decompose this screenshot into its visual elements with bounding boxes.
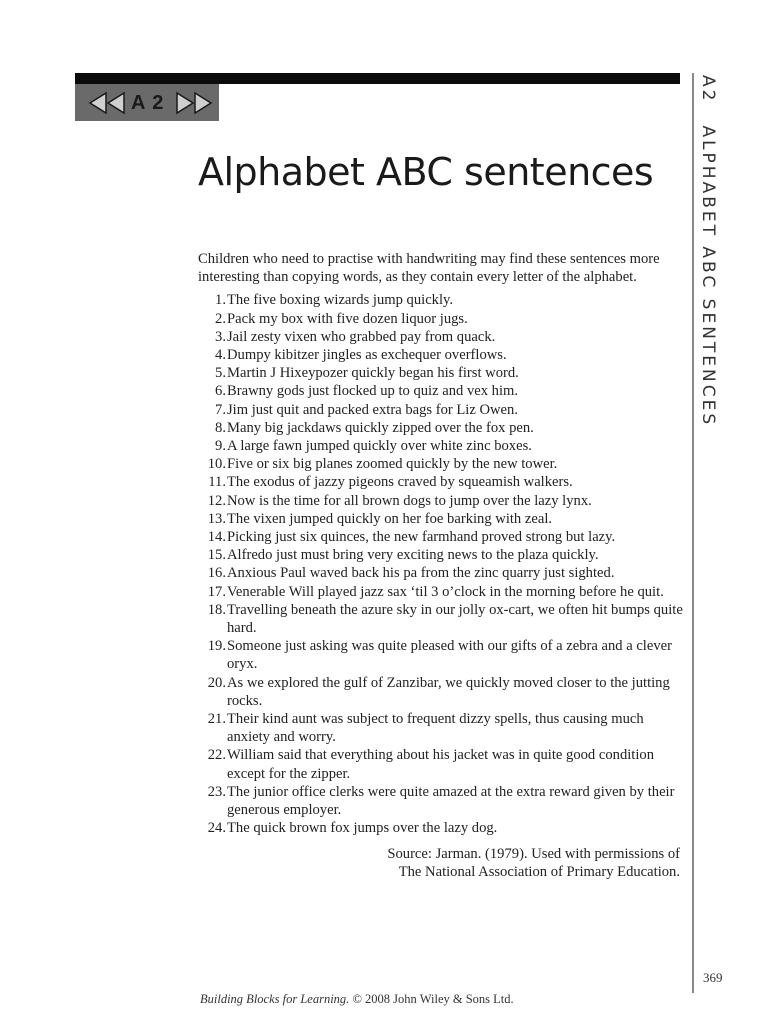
list-item-number: 19. — [207, 638, 226, 655]
list-item-number: 4. — [215, 347, 226, 364]
list-item-number: 11. — [208, 474, 226, 491]
list-item — [198, 601, 683, 637]
side-section-label — [698, 75, 718, 427]
list-item-number: 20. — [207, 674, 226, 691]
list-item — [198, 710, 683, 746]
list-item-text: Picking just six quinces, the new farmhand proved strong but lazy. — [227, 529, 616, 546]
list-item-number: 24. — [207, 820, 226, 837]
list-item-text: Martin J Hixeypozer quickly began his first word. — [227, 365, 519, 382]
list-item-number: 12. — [207, 492, 226, 509]
list-item-number: 15. — [207, 547, 226, 564]
list-item-number: 16. — [207, 565, 226, 582]
section-tab — [75, 84, 219, 121]
list-item-number: 8. — [215, 419, 226, 436]
list-item — [198, 528, 683, 546]
list-item-number: 1. — [215, 292, 226, 309]
list-item-number: 22. — [207, 747, 226, 764]
list-item — [198, 583, 683, 601]
list-item-text: The five boxing wizards jump quickly. — [227, 292, 454, 309]
list-item-text: Pack my box with five dozen liquor jugs. — [227, 310, 468, 327]
list-item-number: 7. — [215, 401, 226, 418]
list-item-number: 3. — [215, 328, 226, 345]
list-item-text: Venerable Will played jazz sax ‘til 3 o’clock in the morning before he quit. — [227, 583, 664, 600]
list-item-text: Dumpy kibitzer jingles as exchequer overflows. — [227, 347, 507, 364]
list-item — [198, 437, 683, 455]
side-rule — [692, 73, 694, 993]
list-item-text: A large fawn jumped quickly over white zinc boxes. — [227, 438, 532, 455]
list-item-text: The junior office clerks were quite amazed at the extra reward given by their generous employer. — [227, 783, 675, 819]
list-item — [198, 401, 683, 419]
list-item-text: Travelling beneath the azure sky in our jolly ox-cart, we often hit bumps quite hard. — [227, 601, 683, 637]
list-item — [198, 546, 683, 564]
list-item-number: 18. — [207, 601, 226, 618]
page-number: 369 — [703, 970, 723, 985]
double-left-arrow-icon[interactable] — [88, 91, 128, 115]
list-item — [198, 492, 683, 510]
side-section-code: A2 — [698, 75, 718, 104]
list-item-text: Five or six big planes zoomed quickly by the new tower. — [227, 456, 558, 473]
top-rule — [75, 73, 680, 84]
footer-book-title: Building Blocks for Learning. — [200, 992, 350, 1006]
list-item — [198, 510, 683, 528]
main-content — [198, 250, 683, 881]
list-item-number: 14. — [207, 529, 226, 546]
list-item — [198, 291, 683, 309]
sentence-list — [198, 291, 683, 837]
list-item-text: Now is the time for all brown dogs to jump over the lazy lynx. — [227, 492, 592, 509]
list-item-text: Anxious Paul waved back his pa from the zinc quarry just sighted. — [227, 565, 615, 582]
list-item-text: Jim just quit and packed extra bags for Liz Owen. — [227, 401, 518, 418]
list-item-number: 6. — [215, 383, 226, 400]
list-item-text: Their kind aunt was subject to frequent dizzy spells, thus causing much anxiety and worry. — [227, 711, 644, 746]
list-item — [198, 746, 683, 782]
list-item — [198, 674, 683, 710]
list-item — [198, 328, 683, 346]
list-item-text: As we explored the gulf of Zanzibar, we quickly moved closer to the jutting rocks. — [227, 674, 670, 709]
list-item — [198, 310, 683, 328]
list-item — [198, 419, 683, 437]
source-line-2: The National Association of Primary Education. — [398, 863, 680, 880]
list-item-number: 2. — [215, 310, 226, 327]
list-item — [198, 564, 683, 582]
list-item-text: Alfredo just must bring very exciting news to the plaza quickly. — [227, 547, 599, 564]
list-item-text: Brawny gods just flocked up to quiz and vex him. — [227, 383, 519, 400]
section-tab-label: A 2 — [131, 92, 165, 114]
list-item-number: 5. — [215, 365, 226, 382]
list-item — [198, 364, 683, 382]
list-item-number: 23. — [207, 783, 226, 800]
list-item-text: The vixen jumped quickly on her foe barking with zeal. — [227, 510, 553, 527]
list-item — [198, 346, 683, 364]
list-item — [198, 455, 683, 473]
source-line-1: Source: Jarman. (1979). Used with permissions of — [387, 845, 680, 862]
double-right-arrow-icon[interactable] — [173, 91, 213, 115]
list-item-text: The exodus of jazzy pigeons craved by squeamish walkers. — [227, 474, 573, 491]
list-item-number: 21. — [207, 711, 226, 728]
footer-copyright: © 2008 John Wiley & Sons Ltd. — [349, 992, 514, 1006]
source-citation — [198, 845, 680, 881]
list-item — [198, 637, 683, 673]
list-item-number: 9. — [215, 438, 226, 455]
list-item-number: 13. — [207, 510, 226, 527]
list-item — [198, 783, 683, 819]
footer — [200, 992, 514, 1007]
list-item — [198, 473, 683, 491]
page-title: Alphabet ABC sentences — [198, 150, 654, 194]
list-item-text: The quick brown fox jumps over the lazy dog. — [227, 820, 498, 837]
list-item-text: William said that everything about his jacket was in quite good condition except for the zipper. — [227, 747, 655, 782]
list-item-text: Someone just asking was quite pleased with our gifts of a zebra and a clever oryx. — [227, 638, 672, 673]
list-item-number: 17. — [207, 583, 226, 600]
list-item — [198, 819, 683, 837]
list-item — [198, 382, 683, 400]
list-item-number: 10. — [207, 456, 226, 473]
list-item-text: Many big jackdaws quickly zipped over the fox pen. — [227, 419, 534, 436]
side-section-title: ALPHABET ABC SENTENCES — [698, 125, 718, 428]
list-item-text: Jail zesty vixen who grabbed pay from quack. — [227, 328, 496, 345]
intro-paragraph: Children who need to practise with handwriting may find these sentences more interesting than copying words, as they contain every letter of the alphabet. — [198, 251, 660, 286]
